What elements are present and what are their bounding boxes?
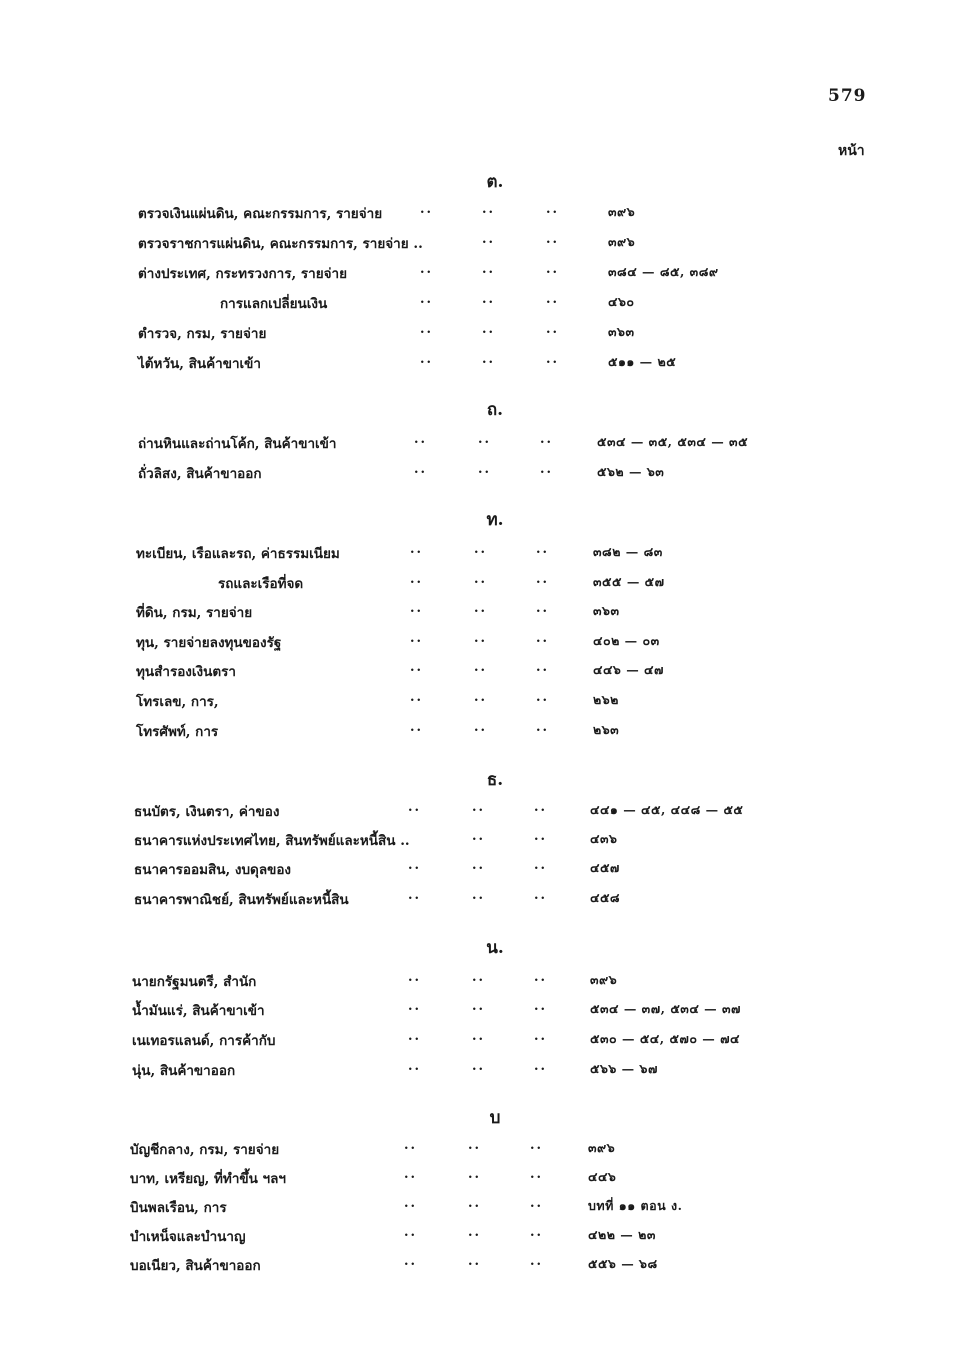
index-entry [0,1225,940,1249]
entry-page-ref: ๓๘๔ — ๘๕, ๓๘๙ [608,264,719,279]
index-entry [0,829,940,853]
dot-leader: .. [474,660,488,675]
entry-term: นุ่น, สินค้าขาออก [132,1063,236,1079]
index-entry [0,601,940,625]
entry-page-ref: ๔๒๒ — ๒๓ [588,1227,656,1242]
dot-leader: .. [408,800,422,815]
entry-term: การแลกเปลี่ยนเงิน [220,296,328,312]
dot-leader: .. [404,1225,418,1240]
dot-leader: .. [482,202,496,217]
entry-page-ref: ๔๔๑ — ๔๕, ๔๔๘ — ๕๕ [590,802,744,817]
entry-term: ตรวจเงินแผ่นดิน, คณะกรรมการ, รายจ่าย [138,206,383,222]
section-letter: ท. [486,510,504,530]
entry-page-ref: ๕๓๔ — ๓๗, ๕๓๔ — ๓๗ [590,1001,741,1016]
dot-leader: .. [420,202,434,217]
dot-leader: .. [546,322,560,337]
dot-leader: .. [472,858,486,873]
section-letter: ธ. [486,770,504,790]
index-entry [0,1138,940,1162]
entry-page-ref: ๕๖๒ — ๖๓ [597,464,665,479]
dot-leader: .. [408,1029,422,1044]
dot-leader: .. [534,888,548,903]
index-entry [0,800,940,824]
dot-leader: .. [540,462,554,477]
entry-page-ref: ๕๖๖ — ๖๗ [590,1061,658,1076]
entry-page-ref: ๓๙๖ [588,1140,616,1155]
entry-page-ref: ๔๖๐ [608,294,635,309]
section-letter: น. [486,938,504,958]
index-entry [0,202,940,226]
index-entry [0,1059,940,1083]
dot-leader: .. [468,1196,482,1211]
entry-term: โทรศัพท์, การ [136,724,219,740]
dot-leader: .. [408,999,422,1014]
entry-page-ref: ๒๖๓ [593,722,620,737]
entry-term: บัญชีกลาง, กรม, รายจ่าย [130,1142,280,1158]
entry-term: บอเนียว, สินค้าขาออก [130,1258,261,1274]
index-entry [0,720,940,744]
entry-page-ref: ๓๕๕ — ๕๗ [593,574,665,589]
index-entry [0,631,940,655]
page-number: 579 [828,86,867,106]
dot-leader: .. [410,660,424,675]
dot-leader: .. [482,232,496,247]
dot-leader: .. [468,1254,482,1269]
dot-leader: .. [404,1196,418,1211]
dot-leader: .. [404,1167,418,1182]
dot-leader: .. [414,432,428,447]
dot-leader: .. [546,232,560,247]
dot-leader: .. [408,970,422,985]
index-entry [0,888,940,912]
dot-leader: .. [478,462,492,477]
entry-term: โทรเลข, การ, [136,694,219,710]
index-entry [0,1254,940,1278]
dot-leader: .. [468,1138,482,1153]
dot-leader: .. [410,572,424,587]
dot-leader: .. [420,262,434,277]
dot-leader: .. [546,352,560,367]
dot-leader: .. [478,432,492,447]
entry-page-ref: ๓๖๓ [608,324,635,339]
index-entry [0,352,940,376]
dot-leader: .. [472,888,486,903]
dot-leader: .. [472,970,486,985]
entry-term: ถ่านหินและถ่านโค้ก, สินค้าขาเข้า [138,436,337,452]
dot-leader: .. [482,292,496,307]
dot-leader: .. [546,262,560,277]
entry-term: ทุน, รายจ่ายลงทุนของรัฐ [136,635,282,651]
dot-leader: .. [474,631,488,646]
entry-term: บินพลเรือน, การ [130,1200,227,1216]
dot-leader: .. [536,660,550,675]
entry-page-ref: ๕๑๑ — ๒๕ [608,354,677,369]
dot-leader: .. [530,1167,544,1182]
dot-leader: .. [472,999,486,1014]
entry-page-ref: ๔๐๒ — ๐๓ [593,633,660,648]
index-entry [0,232,940,256]
dot-leader: .. [474,572,488,587]
dot-leader: .. [482,262,496,277]
dot-leader: .. [472,1029,486,1044]
entry-term: ธนบัตร, เงินตรา, ค่าของ [134,804,280,820]
dot-leader: .. [534,999,548,1014]
entry-term: ทุนสำรองเงินตรา [136,664,236,680]
entry-term: เนเทอรแลนด์, การค้ากับ [132,1033,276,1049]
entry-page-ref: ๓๙๖ [608,204,636,219]
dot-leader: .. [534,858,548,873]
entry-term: ตำรวจ, กรม, รายจ่าย [138,326,267,342]
index-entry [0,542,940,566]
entry-term: ทะเบียน, เรือและรถ, ค่าธรรมเนียม [136,546,340,562]
index-entry [0,970,940,994]
dot-leader: .. [472,800,486,815]
section-letter: ต. [486,172,504,192]
dot-leader: .. [410,690,424,705]
entry-page-ref: ๕๓๔ — ๓๕, ๕๓๔ — ๓๕ [597,434,749,449]
entry-term: บาท, เหรียญ, ที่ทำขึ้น ฯลฯ [130,1171,286,1187]
dot-leader: .. [530,1196,544,1211]
dot-leader: .. [534,1059,548,1074]
entry-term: นายกรัฐมนตรี, สำนัก [132,974,257,990]
entry-page-ref: ๓๙๖ [608,234,636,249]
dot-leader: .. [474,690,488,705]
dot-leader: .. [410,601,424,616]
dot-leader: .. [474,720,488,735]
entry-term: ตรวจราชการแผ่นดิน, คณะกรรมการ, รายจ่าย .. [138,236,423,252]
entry-term: รถและเรือที่จด [218,576,304,592]
dot-leader: .. [536,601,550,616]
dot-leader: .. [536,720,550,735]
index-entry [0,462,940,486]
entry-term: ที่ดิน, กรม, รายจ่าย [136,605,253,621]
dot-leader: .. [472,1059,486,1074]
index-entry [0,1167,940,1191]
dot-leader: .. [420,292,434,307]
dot-leader: .. [530,1138,544,1153]
dot-leader: .. [536,542,550,557]
dot-leader: .. [408,1059,422,1074]
dot-leader: .. [530,1254,544,1269]
dot-leader: .. [534,829,548,844]
index-entry [0,1029,940,1053]
index-entry [0,690,940,714]
entry-page-ref: ๓๖๓ [593,603,620,618]
dot-leader: .. [420,322,434,337]
entry-page-ref: บทที่ ๑๑ ตอน ง. [588,1198,683,1213]
dot-leader: .. [410,542,424,557]
index-entry [0,262,940,286]
column-header: หน้า [838,143,865,159]
dot-leader: .. [408,858,422,873]
entry-page-ref: ๔๕๘ [590,890,621,905]
entry-page-ref: ๔๔๖ [588,1169,617,1184]
dot-leader: .. [468,1167,482,1182]
index-entry [0,572,940,596]
dot-leader: .. [482,352,496,367]
dot-leader: .. [410,720,424,735]
entry-term: ต่างประเทศ, กระทรวงการ, รายจ่าย [138,266,348,282]
entry-page-ref: ๕๕๖ — ๖๘ [588,1256,658,1271]
dot-leader: .. [408,888,422,903]
index-entry [0,292,940,316]
dot-leader: .. [534,1029,548,1044]
entry-page-ref: ๕๓๐ — ๕๔, ๕๗๐ — ๗๔ [590,1031,741,1046]
entry-term: ถั่วลิสง, สินค้าขาออก [138,466,262,482]
entry-term: ธนาคารพาณิชย์, สินทรัพย์และหนี้สิน [134,892,349,908]
dot-leader: .. [534,800,548,815]
entry-page-ref: ๒๖๒ [593,692,619,707]
entry-term: บำเหน็จและบำนาญ [130,1229,246,1245]
dot-leader: .. [546,202,560,217]
dot-leader: .. [472,829,486,844]
dot-leader: .. [536,572,550,587]
entry-page-ref: ๔๓๖ [590,831,618,846]
index-entry [0,660,940,684]
index-entry [0,1196,940,1220]
entry-term: ไต้หวัน, สินค้าขาเข้า [138,356,261,372]
entry-page-ref: ๔๔๖ — ๔๗ [593,662,664,677]
entry-page-ref: ๓๘๒ — ๘๓ [593,544,663,559]
dot-leader: .. [536,690,550,705]
dot-leader: .. [482,322,496,337]
entry-page-ref: ๔๕๗ [590,860,620,875]
section-letter: บ [489,1108,501,1128]
dot-leader: .. [540,432,554,447]
dot-leader: .. [420,352,434,367]
dot-leader: .. [534,970,548,985]
index-entry [0,999,940,1023]
dot-leader: .. [546,292,560,307]
dot-leader: .. [404,1254,418,1269]
entry-term: น้ำมันแร่, สินค้าขาเข้า [132,1003,265,1019]
entry-page-ref: ๓๙๖ [590,972,618,987]
dot-leader: .. [468,1225,482,1240]
dot-leader: .. [414,462,428,477]
index-entry [0,858,940,882]
dot-leader: .. [474,601,488,616]
dot-leader: .. [404,1138,418,1153]
dot-leader: .. [410,631,424,646]
dot-leader: .. [530,1225,544,1240]
dot-leader: .. [536,631,550,646]
entry-term: ธนาคารออมสิน, งบดุลของ [134,862,292,878]
entry-term: ธนาคารแห่งประเทศไทย, สินทรัพย์และหนี้สิน .. [134,833,410,849]
dot-leader: .. [474,542,488,557]
index-entry [0,322,940,346]
section-letter: ถ. [486,400,504,420]
index-entry [0,432,940,456]
